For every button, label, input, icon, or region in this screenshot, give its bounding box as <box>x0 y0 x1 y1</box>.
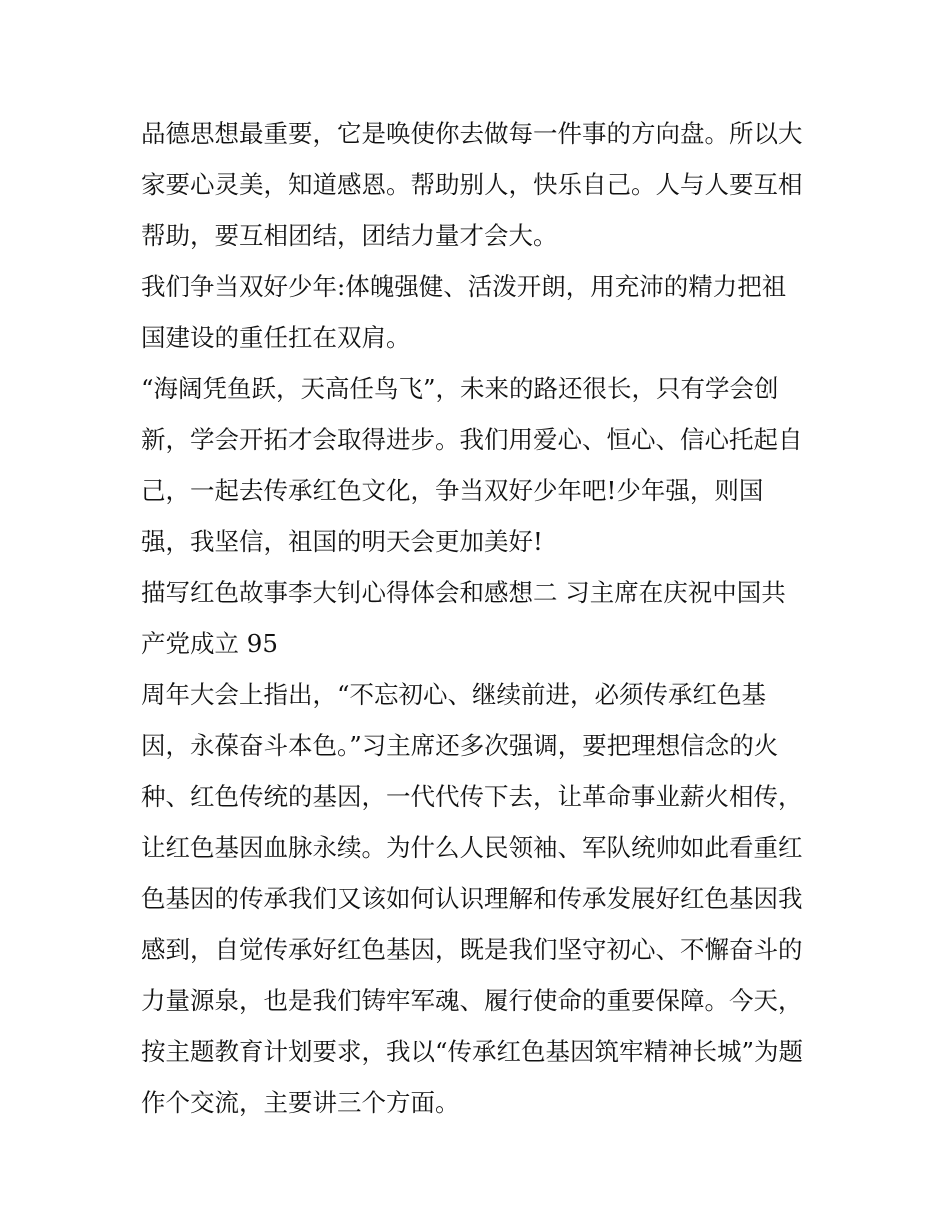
text-line: 我们争当双好少年:体魄强健、活泼开朗，用充沛的精力把祖 <box>141 272 787 301</box>
text-line: 帮助，要互相团结，团结力量才会大。 <box>141 221 558 250</box>
text-line: “海阔凭鱼跃，天高任鸟飞”，未来的路还很长，只有学会创 <box>141 374 779 403</box>
body-text <box>141 108 821 1128</box>
text-line: 按主题教育计划要求，我以“传承红色基因筑牢精神长城”为题 <box>141 1037 804 1066</box>
text-line: 作个交流，主要讲三个方面。 <box>141 1088 460 1117</box>
text-line: 国建设的重任扛在双肩。 <box>141 323 411 352</box>
text-line: 种、红色传统的基因，一代代传下去，让革命事业薪火相传， <box>141 782 803 811</box>
section-heading-line: 产党成立 95 <box>141 629 278 658</box>
text-line: 周年大会上指出，“不忘初心、继续前进，必须传承红色基 <box>141 680 767 709</box>
text-line: 家要心灵美，知道感恩。帮助别人，快乐自己。人与人要互相 <box>141 170 803 199</box>
text-line: 感到，自觉传承好红色基因，既是我们坚守初心、不懈奋斗的 <box>141 935 803 964</box>
section-heading-line: 描写红色故事李大钊心得体会和感想二 习主席在庆祝中国共 <box>141 578 786 607</box>
text-line: 品德思想最重要，它是唤使你去做每一件事的方向盘。所以大 <box>141 119 803 148</box>
text-line: 力量源泉，也是我们铸牢军魂、履行使命的重要保障。今天， <box>141 986 803 1015</box>
text-line: 强，我坚信，祖国的明天会更加美好! <box>141 527 543 556</box>
text-line: 新，学会开拓才会取得进步。我们用爱心、恒心、信心托起自 <box>141 425 803 454</box>
text-line: 己，一起去传承红色文化，争当双好少年吧!少年强，则国 <box>141 476 764 505</box>
text-line: 色基因的传承我们又该如何认识理解和传承发展好红色基因我 <box>141 884 803 913</box>
text-line: 让红色基因血脉永续。为什么人民领袖、军队统帅如此看重红 <box>141 833 803 862</box>
text-line: 因，永葆奋斗本色。”习主席还多次强调，要把理想信念的火 <box>141 731 779 760</box>
